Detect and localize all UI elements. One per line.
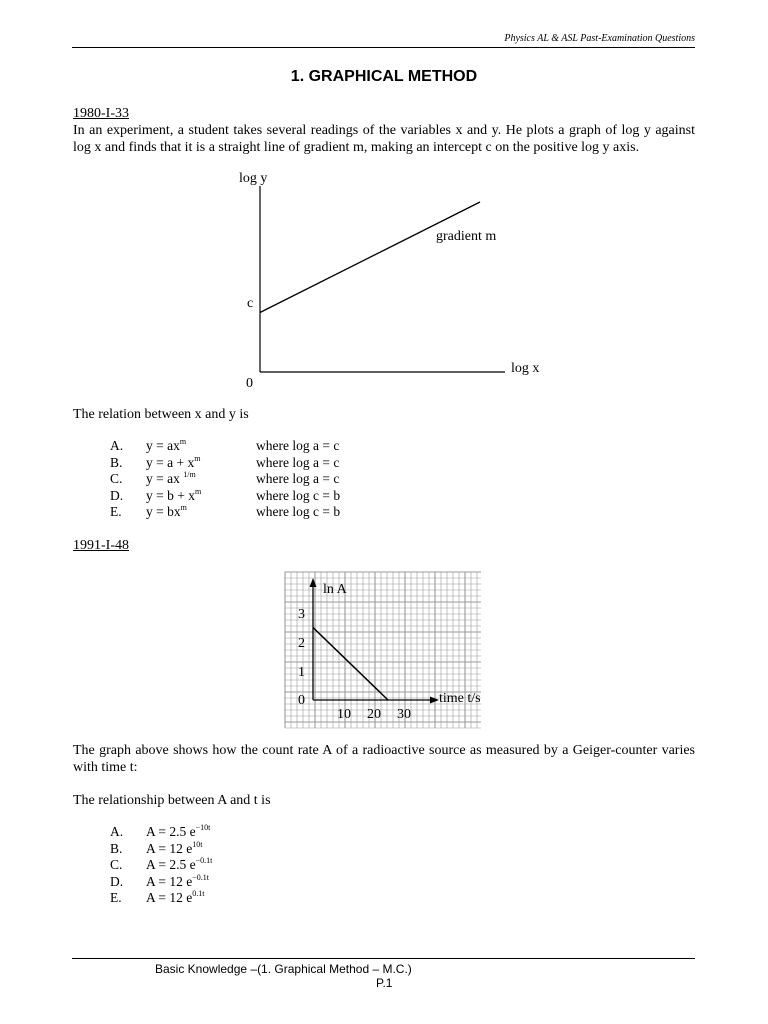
question-2-text: The graph above shows how the count rate A of a radioactive source as measured by a Geiger-counter varies with time t: bbox=[73, 743, 695, 775]
option-d[interactable]: D. $y = b + x^m$ where log c = b bbox=[110, 486, 341, 503]
question-2-stem: The relationship between A and t is bbox=[73, 793, 271, 808]
page-title: 1. GRAPHICAL METHOD bbox=[290, 68, 478, 85]
option-equation: y = ax $^{1/m}$ bbox=[146, 470, 196, 486]
x-axis-label: log x bbox=[511, 361, 540, 376]
x-tick-label: 20 bbox=[367, 707, 381, 722]
question-1-text: In an experiment, a student takes several readings of the variables x and y. He plots a graph of log y against log x and finds that it is a straight line of gradient m, making an intercept c on the positive log y axis. bbox=[73, 123, 695, 155]
gradient-label: gradient m bbox=[436, 229, 497, 244]
option-equation: $y = bx^m$ bbox=[146, 503, 187, 519]
option-a[interactable]: A. A = 2.5 $e^{-10t}$ bbox=[110, 823, 211, 839]
option-equation: $y = b + x^m$ bbox=[146, 486, 202, 503]
y-tick-label: 2 bbox=[298, 636, 305, 651]
running-header: Physics AL & ASL Past-Examination Questions bbox=[504, 33, 695, 44]
option-equation: A = 12 $e^{10t}$ bbox=[146, 839, 203, 856]
option-equation: A = 2.5 $e^{-0.1t}$ bbox=[146, 856, 213, 872]
option-d[interactable]: D. A = 12 $e^{-0.1t}$ bbox=[110, 872, 209, 889]
ln-a-chart bbox=[283, 570, 483, 730]
x-tick-label: 10 bbox=[337, 707, 351, 722]
option-equation: A = 12 $e^{-0.1t}$ bbox=[146, 872, 209, 889]
option-equation: $y = a + x^m$ bbox=[146, 453, 201, 470]
option-e[interactable]: E. A = 12 $e^{0.1t}$ bbox=[110, 889, 205, 905]
origin-label: 0 bbox=[246, 376, 253, 391]
question-1-stem: The relation between x and y is bbox=[73, 407, 249, 422]
x-tick-label: 30 bbox=[397, 707, 411, 722]
y-axis-label: log y bbox=[239, 171, 268, 186]
footer-text: Basic Knowledge –(1. Graphical Method – M.C.) bbox=[155, 962, 412, 976]
option-c[interactable]: C. y = ax $^{1/m}$ where log a = c bbox=[110, 470, 340, 486]
page-number: P.1 bbox=[376, 976, 393, 990]
option-e[interactable]: E. $y = bx^m$ where log c = b bbox=[110, 503, 341, 519]
log-graph bbox=[200, 170, 560, 395]
question-2-options bbox=[110, 824, 410, 910]
header-rule bbox=[72, 47, 695, 48]
option-b[interactable]: B. $y = a + x^m$ where log a = c bbox=[110, 453, 340, 470]
ln-a-data-line bbox=[313, 628, 388, 701]
option-a[interactable]: A. $y = ax^m$ where log a = c bbox=[110, 437, 340, 453]
option-b[interactable]: B. A = 12 $e^{10t}$ bbox=[110, 839, 203, 856]
y-tick-label: 0 bbox=[298, 693, 305, 708]
y-tick-label: 3 bbox=[298, 607, 305, 622]
option-equation: A = 12 $e^{0.1t}$ bbox=[146, 889, 205, 905]
y-tick-label: 1 bbox=[298, 665, 305, 680]
log-graph-svg bbox=[200, 170, 560, 395]
option-c[interactable]: C. A = 2.5 $e^{-0.1t}$ bbox=[110, 856, 213, 872]
gradient-line bbox=[260, 202, 480, 313]
question-id-2: 1991-I-48 bbox=[73, 538, 129, 553]
option-equation: A = 2.5 $e^{-10t}$ bbox=[146, 823, 211, 839]
option-equation: $y = ax^m$ bbox=[146, 437, 187, 453]
footer-rule bbox=[72, 958, 695, 959]
intercept-label: c bbox=[247, 296, 254, 311]
question-1-options bbox=[110, 438, 410, 524]
chart-x-label: time t/s bbox=[439, 691, 481, 706]
chart-y-label: ln A bbox=[323, 582, 347, 597]
question-id-1: 1980-I-33 bbox=[73, 106, 129, 121]
